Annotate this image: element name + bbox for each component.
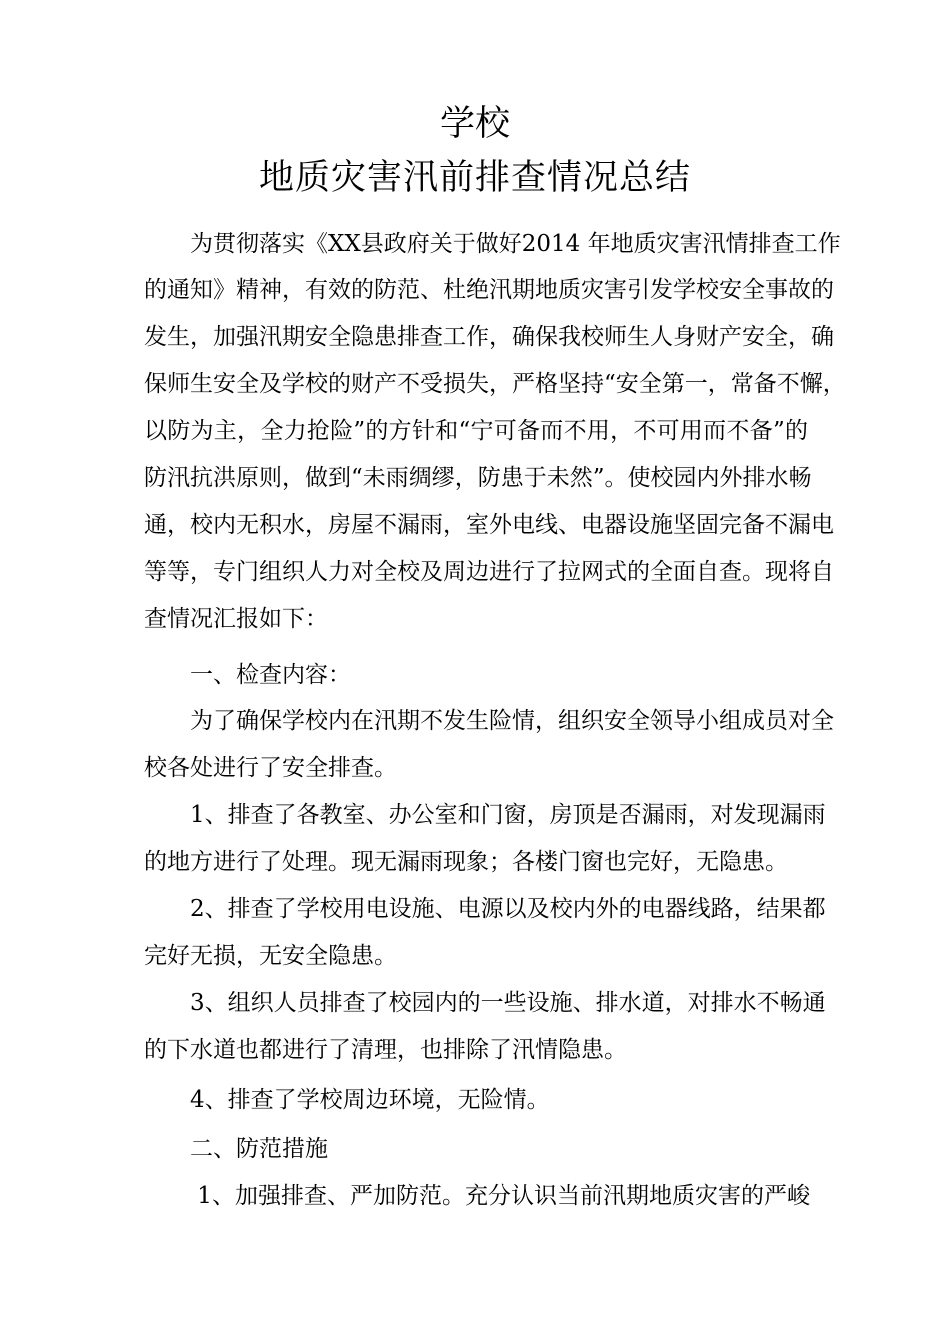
paragraph-line: 的下水道也都进行了清理，也排除了汛情隐患。 [144, 1037, 627, 1063]
paragraph-line: 防汛抗洪原则，做到“未雨绸缪，防患于未然”。使校园内外排水畅 [144, 465, 812, 491]
paragraph-line: 校各处进行了安全排查。 [144, 755, 397, 781]
paragraph-line: 等等，专门组织人力对全校及周边进行了拉网式的全面自查。现将自 [144, 559, 834, 585]
paragraph-line: 4、排查了学校周边环境，无险情。 [144, 1087, 550, 1113]
paragraph-line: 发生，加强汛期安全隐患排查工作，确保我校师生人身财产安全，确 [144, 324, 834, 350]
paragraph-line: 为了确保学校内在汛期不发生险情，组织安全领导小组成员对全 [144, 708, 834, 734]
paragraph-line: 的通知》精神，有效的防范、杜绝汛期地质灾害引发学校安全事故的 [144, 277, 834, 303]
paragraph-line: 完好无损，无安全隐患。 [144, 943, 397, 969]
paragraph-line: 查情况汇报如下： [144, 606, 328, 632]
paragraph-line: 1、排查了各教室、办公室和门窗，房顶是否漏雨，对发现漏雨 [144, 802, 826, 828]
document-title-line2: 地质灾害汛前排查情况总结 [258, 158, 691, 198]
section-heading: 二、防范措施 [144, 1136, 328, 1162]
paragraph-line: 保师生安全及学校的财产不受损失，严格坚持“安全第一，常备不懈， [144, 371, 846, 397]
paragraph-line: 的地方进行了处理。现无漏雨现象；各楼门窗也完好，无隐患。 [144, 849, 788, 875]
paragraph-line: 通，校内无积水，房屋不漏雨，室外电线、电器设施坚固完备不漏电 [144, 512, 834, 538]
section-heading: 一、检查内容： [144, 662, 351, 688]
paragraph-line: 3、组织人员排查了校园内的一些设施、排水道，对排水不畅通 [144, 990, 826, 1016]
document-title-line1: 学校 [439, 104, 510, 144]
paragraph-line: 2、排查了学校用电设施、电源以及校内外的电器线路，结果都 [144, 896, 826, 922]
paragraph-line: 以防为主，全力抢险”的方针和“宁可备而不用，不可用而不备”的 [144, 418, 808, 444]
paragraph-line: 1、加强排查、严加防范。充分认识当前汛期地质灾害的严峻 [144, 1183, 810, 1209]
paragraph-line: 为贯彻落实《XX县政府关于做好2014 年地质灾害汛情排查工作 [144, 231, 841, 257]
